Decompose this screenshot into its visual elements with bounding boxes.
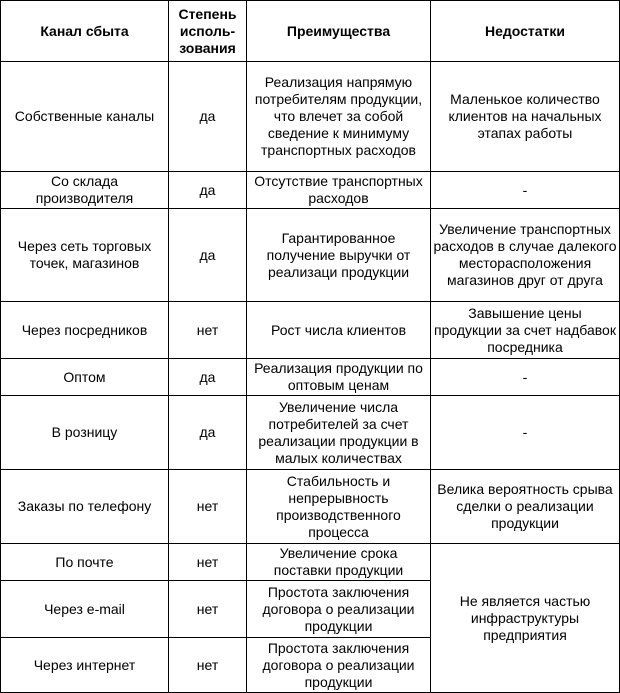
- header-row: [1, 1, 620, 62]
- header-usage: Степень исполь- зования: [169, 1, 247, 62]
- cell-usage: нет: [169, 581, 247, 638]
- table-row: [1, 302, 620, 359]
- cell-disadvantages-merged: Не является частью инфраструктуры предприятия: [431, 544, 620, 693]
- cell-channel: Собственные каналы: [1, 62, 169, 172]
- cell-advantages: Реализация продукции по оптовым ценам: [247, 359, 431, 396]
- cell-advantages: Отсутствие транспортных расходов: [247, 172, 431, 209]
- cell-advantages: Увеличение срока поставки продукции: [247, 544, 431, 581]
- cell-advantages: Реализация напрямую потребителям продукции, что влечет за собой сведение к минимуму транспортных расходов: [247, 62, 431, 172]
- table-row: [1, 209, 620, 302]
- cell-usage: да: [169, 396, 247, 470]
- table-row: [1, 62, 620, 172]
- cell-advantages: Гарантированное получение выручки от реализаци продукции: [247, 209, 431, 302]
- cell-advantages: Рост числа клиентов: [247, 302, 431, 359]
- cell-channel: Через e-mail: [1, 581, 169, 638]
- table-row: [1, 544, 620, 581]
- header-channel: Канал сбыта: [1, 1, 169, 62]
- cell-usage: да: [169, 172, 247, 209]
- cell-channel: Через интернет: [1, 638, 169, 693]
- cell-advantages: Простота заключения договора о реализации продукции: [247, 638, 431, 693]
- table-row: [1, 359, 620, 396]
- cell-usage: да: [169, 209, 247, 302]
- cell-advantages: Увеличение числа потребителей за счет реализации продукции в малых количествах: [247, 396, 431, 470]
- cell-usage: нет: [169, 470, 247, 544]
- cell-advantages: Простота заключения договора о реализации продукции: [247, 581, 431, 638]
- table-row: [1, 470, 620, 544]
- cell-channel: Оптом: [1, 359, 169, 396]
- cell-channel: Со склада производителя: [1, 172, 169, 209]
- cell-channel: Через посредников: [1, 302, 169, 359]
- header-disadvantages: Недостатки: [431, 1, 620, 62]
- header-advantages: Преимущества: [247, 1, 431, 62]
- cell-disadvantages: Завышение цены продукции за счет надбавок посредника: [431, 302, 620, 359]
- cell-channel: Через сеть торговых точек, магазинов: [1, 209, 169, 302]
- cell-channel: Заказы по телефону: [1, 470, 169, 544]
- cell-usage: нет: [169, 302, 247, 359]
- cell-disadvantages: Увеличение транспортных расходов в случае далекого месторасположения магазинов друг от друга: [431, 209, 620, 302]
- cell-disadvantages: -: [431, 396, 620, 470]
- cell-disadvantages: Велика вероятность срыва сделки о реализации продукции: [431, 470, 620, 544]
- cell-usage: да: [169, 359, 247, 396]
- cell-usage: да: [169, 62, 247, 172]
- cell-channel: В розницу: [1, 396, 169, 470]
- cell-channel: По почте: [1, 544, 169, 581]
- cell-disadvantages: Маленькое количество клиентов на начальных этапах работы: [431, 62, 620, 172]
- cell-advantages: Стабильность и непрерывность производственного процесса: [247, 470, 431, 544]
- cell-usage: нет: [169, 638, 247, 693]
- cell-disadvantages: -: [431, 359, 620, 396]
- cell-disadvantages: -: [431, 172, 620, 209]
- table-row: [1, 396, 620, 470]
- cell-usage: нет: [169, 544, 247, 581]
- table-row: [1, 172, 620, 209]
